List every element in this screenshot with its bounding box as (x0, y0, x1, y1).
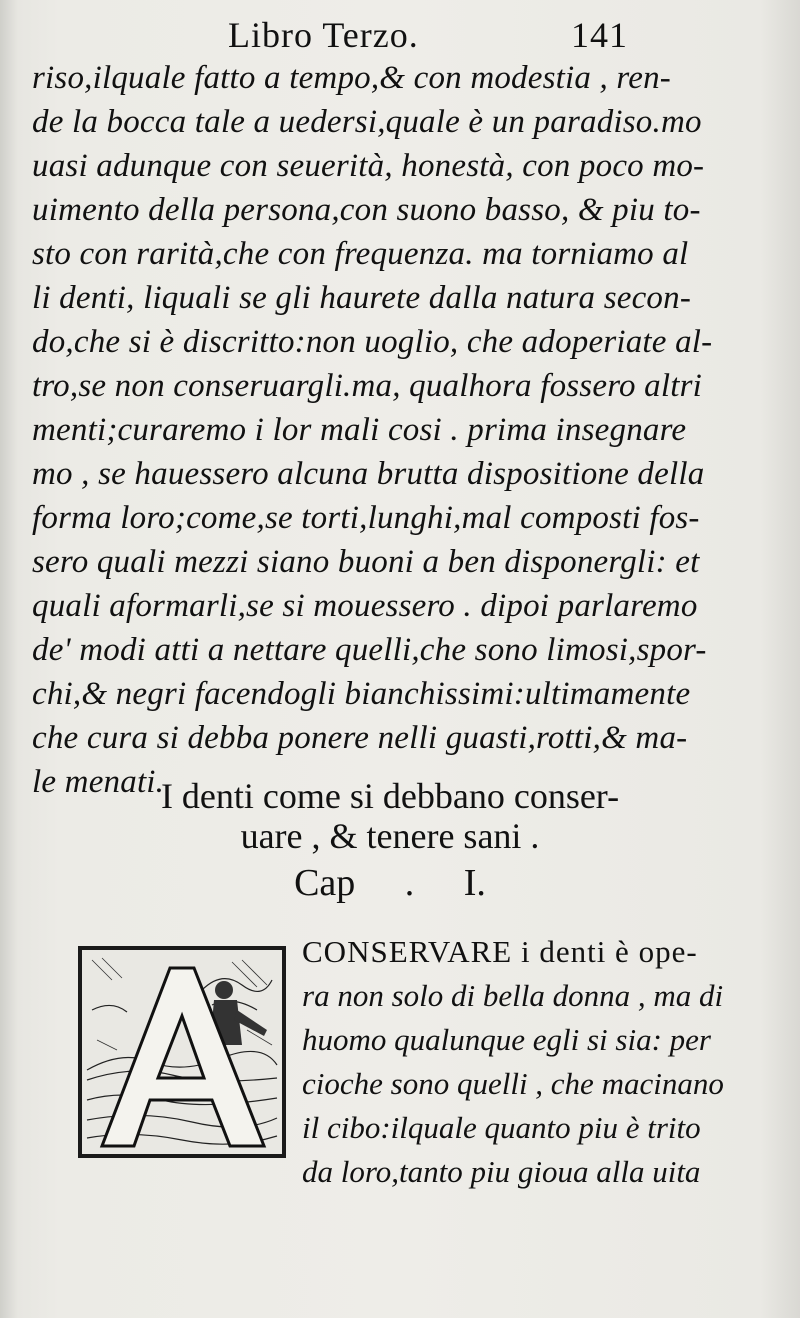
text-line: chi,& negri facendogli bianchissimi:ultimamente (32, 676, 691, 712)
text-line: ra non solo di bella donna , ma di (302, 978, 724, 1013)
text-line: sero quali mezzi siano buoni a ben disponergli: et (32, 544, 700, 580)
text-line: uasi adunque con seuerità, honestà, con poco mo- (32, 148, 705, 184)
text-line: riso,ilquale fatto a tempo,& con modestia , ren- (32, 60, 671, 96)
text-line: cioche sono quelli , che macinano (302, 1066, 724, 1101)
text-line: uimento della persona,con suono basso, & piu to- (32, 192, 701, 228)
text-line: tro,se non conseruargli.ma, qualhora fossero altri (32, 368, 703, 404)
page-number: 141 (571, 15, 628, 55)
text-line: do,che si è discritto:non uoglio, che adoperiate al- (32, 324, 713, 360)
chapter-paragraph (302, 930, 752, 1194)
chapter-heading (60, 776, 720, 906)
page-header (0, 10, 800, 56)
chapter-number: Cap . I. (294, 862, 486, 904)
svg-text:A: A (181, 1144, 183, 1146)
text-line: il cibo:ilquale quanto piu è trito (302, 1110, 701, 1145)
main-paragraph (32, 56, 732, 804)
text-line: quali aformarli,se si mouessero . dipoi parlaremo (32, 588, 698, 624)
text-line: che cura si debba ponere nelli guasti,rotti,& ma- (32, 720, 688, 756)
text-line: menti;curaremo i lor mali cosi . prima insegnare (32, 412, 687, 448)
text-line: CONSERVARE i denti è ope- (302, 934, 698, 969)
text-line: huomo qualunque egli si sia: per (302, 1022, 711, 1057)
text-line: sto con rarità,che con frequenza. ma torniamo al (32, 236, 689, 272)
text-line: mo , se hauessero alcuna brutta dispositione della (32, 456, 705, 492)
text-line: le menati. (32, 764, 165, 800)
text-line: li denti, liquali se gli haurete dalla natura secon- (32, 280, 692, 316)
chapter-title-line: I denti come si debbano conser- (160, 776, 620, 816)
woodcut-initial-image (82, 950, 282, 1154)
text-line: da loro,tanto piu gioua alla uita (302, 1154, 701, 1189)
text-line: de' modi atti a nettare quelli,che sono limosi,spor- (32, 632, 707, 668)
running-title: Libro Terzo. (228, 15, 419, 55)
decorated-initial (78, 946, 286, 1158)
text-line: forma loro;come,se torti,lunghi,mal composti fos- (32, 500, 700, 536)
chapter-title-line: uare , & tenere sani . (240, 816, 540, 856)
text-line: de la bocca tale a uedersi,quale è un paradiso.mo (32, 104, 702, 140)
